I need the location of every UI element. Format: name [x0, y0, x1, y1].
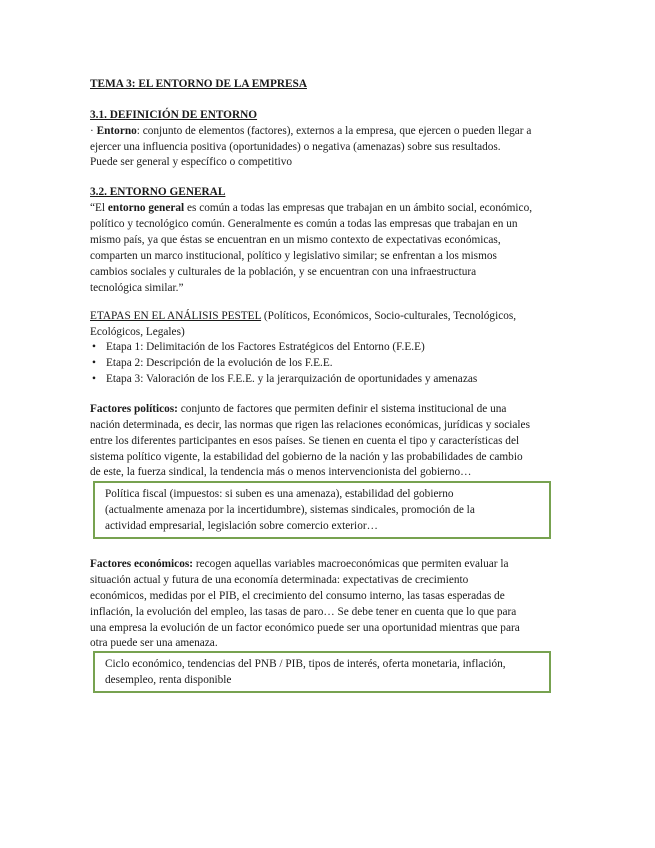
paragraph-line: entre los diferentes participantes en esos países. Se tienen en cuenta el tipo y características del [90, 435, 520, 447]
term-factores-politicos: Factores políticos: [90, 403, 178, 415]
pestel-heading-line [90, 308, 516, 324]
paragraph-line [90, 123, 531, 139]
bullet-icon: • [92, 373, 96, 385]
paragraph-line: nación determinada, es decir, las normas que rigen las relaciones económicas, jurídicas y sociales [90, 419, 530, 431]
paragraph-line: ejercer una influencia positiva (oportunidades) o negativa (amenazas) sobre sus resultados. [90, 141, 501, 153]
paragraph-line: político y tecnológico común. Generalmente es común a todas las empresas que trabajan en un [90, 218, 518, 230]
paragraph-line: cambios sociales y culturales de la población, y se encuentran con una infraestructura [90, 266, 477, 278]
line-text: es común a todas las empresas que trabajan en un ámbito social, económico, [184, 202, 533, 214]
paragraph-line [90, 401, 506, 417]
box-line: desempleo, renta disponible [105, 674, 232, 686]
paragraph-line [90, 556, 509, 572]
paragraph-line: sistema político vigente, la estabilidad del gobierno de la nación y las probabilidades de cambio [90, 451, 523, 463]
paragraph-line: económicos, medidas por el PIB, el crecimiento del consumo interno, las tasas esperadas de [90, 590, 505, 602]
paragraph-line: situación actual y futura de una economía determinada: expectativas de crecimiento [90, 574, 469, 586]
paragraph-line: de este, la fuerza sindical, la tendencia más o menos intervencionista del gobierno… [90, 466, 472, 478]
section-heading-3-1: 3.1. DEFINICIÓN DE ENTORNO [90, 109, 258, 121]
section-heading-3-2: 3.2. ENTORNO GENERAL [90, 186, 226, 198]
economicos-examples-box [93, 651, 551, 693]
box-line: actividad empresarial, legislación sobre comercio exterior… [105, 520, 378, 532]
bullet-icon: • [92, 341, 96, 353]
bullet-mark: · [90, 125, 97, 137]
pestel-heading: ETAPAS EN EL ANÁLISIS PESTEL [90, 310, 262, 322]
stage-item: Etapa 3: Valoración de los F.E.E. y la jerarquización de oportunidades y amenazas [106, 373, 478, 385]
paragraph-line: una empresa la evolución de un factor económico puede ser una oportunidad mientras que para [90, 622, 520, 634]
paragraph-line [90, 200, 532, 216]
document-title: TEMA 3: EL ENTORNO DE LA EMPRESA [90, 78, 307, 90]
line-text: : conjunto de elementos (factores), externos a la empresa, que ejercen o pueden llegar a [136, 125, 532, 137]
line-text: (Políticos, Económicos, Socio-culturales, Tecnológicos, [261, 310, 517, 322]
paragraph-line: Ecológicos, Legales) [90, 326, 185, 338]
stage-item: Etapa 2: Descripción de la evolución de los F.E.E. [106, 357, 333, 369]
box-line: (actualmente amenaza por la incertidumbre), sistemas sindicales, promoción de la [105, 504, 475, 516]
bullet-icon: • [92, 357, 96, 369]
paragraph-line: inflación, la evolución del empleo, las tasas de paro… Se debe tener en cuenta que lo que para [90, 606, 517, 618]
term-entorno-general: entorno general [107, 202, 185, 214]
line-text: conjunto de factores que permiten definir el sistema institucional de una [177, 403, 507, 415]
quote-open: “El [90, 202, 108, 214]
box-line: Ciclo económico, tendencias del PNB / PIB, tipos de interés, oferta monetaria, inflación, [105, 658, 506, 670]
politicos-examples-box [93, 481, 551, 539]
paragraph-line: comparten un marco institucional, político y legislativo similar; se enfrentan a los mismos [90, 250, 497, 262]
line-text: recogen aquellas variables macroeconómicas que permiten evaluar la [193, 558, 509, 570]
stage-item: Etapa 1: Delimitación de los Factores Estratégicos del Entorno (F.E.E) [106, 341, 425, 353]
paragraph-line: mismo país, ya que éstas se encuentran en un mismo contexto de expectativas económicas, [90, 234, 501, 246]
term-factores-economicos: Factores económicos: [90, 558, 193, 570]
box-line: Política fiscal (impuestos: si suben es una amenaza), estabilidad del gobierno [105, 488, 454, 500]
paragraph-line: Puede ser general y específico o competitivo [90, 156, 293, 168]
term-entorno: Entorno [96, 125, 137, 137]
paragraph-line: tecnológica similar.” [90, 282, 184, 294]
paragraph-line: otra puede ser una amenaza. [90, 637, 218, 649]
